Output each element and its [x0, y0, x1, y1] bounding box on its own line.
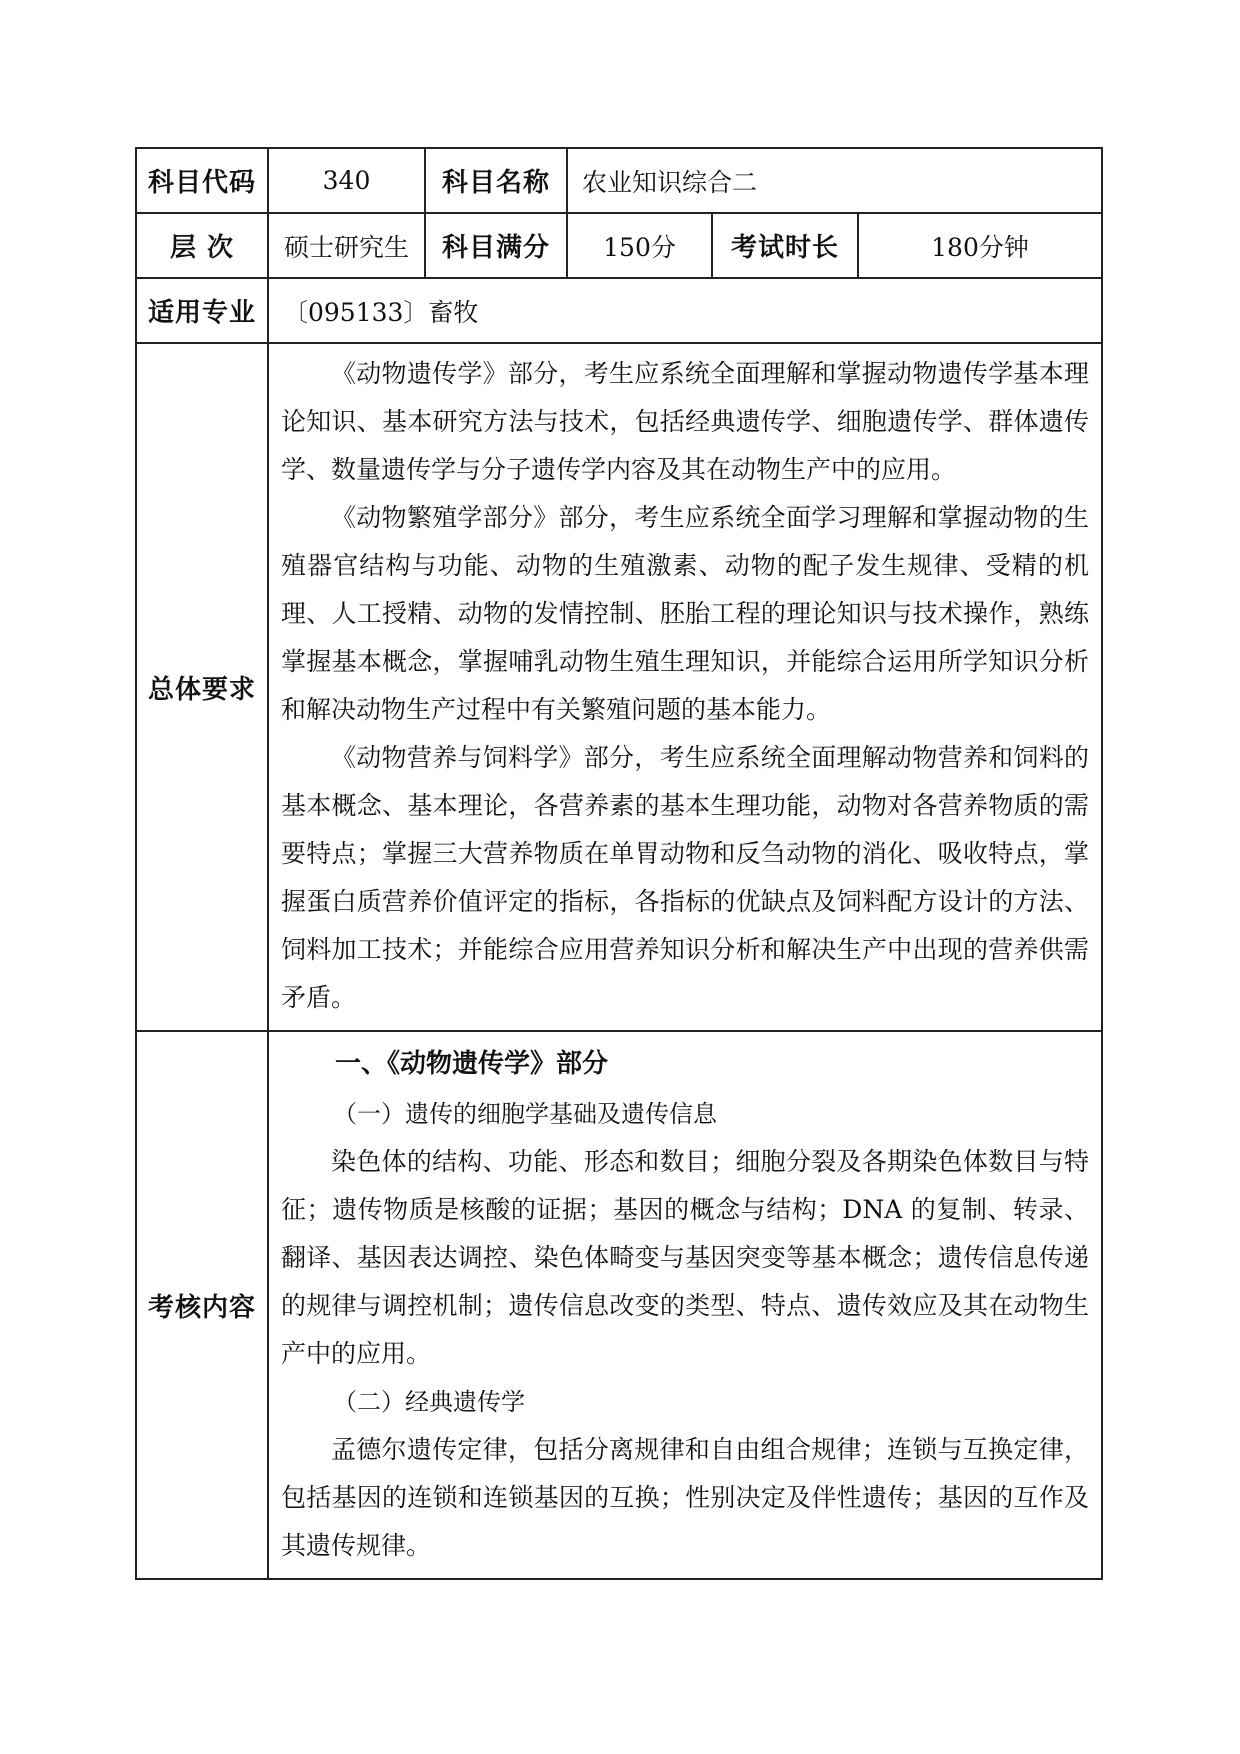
- requirements-label: 总体要求: [136, 343, 268, 1031]
- requirements-body: [268, 343, 1102, 1031]
- level-value: 硕士研究生: [268, 213, 425, 278]
- major-value: 〔095133〕畜牧: [268, 278, 1102, 343]
- subject-row: [136, 148, 1102, 213]
- subsection-cytology-title: （一）遗传的细胞学基础及遗传信息: [333, 1100, 717, 1128]
- subject-name-label: 科目名称: [425, 148, 567, 213]
- exam-duration-label: 考试时长: [712, 213, 858, 278]
- requirements-paragraph-reproduction: 《动物繁殖学部分》部分，考生应系统全面学习理解和掌握动物的生殖器官结构与功能、动物的生殖激素、动物的配子发生规律、受精的机理、人工授精、动物的发情控制、胚胎工程的理论知识与技术操作，熟练掌握基本概念，掌握哺乳动物生殖生理知识，并能综合运用所学知识分析和解决动物生产过程中有关繁殖问题的基本能力。: [281, 503, 1089, 724]
- requirements-paragraph-genetics: 《动物遗传学》部分，考生应系统全面理解和掌握动物遗传学基本理论知识、基本研究方法与技术，包括经典遗传学、细胞遗传学、群体遗传学、数量遗传学与分子遗传学内容及其在动物生产中的应用。: [281, 359, 1089, 484]
- syllabus-table: [135, 147, 1103, 1580]
- subject-name-value: 农业知识综合二: [567, 148, 1102, 213]
- content-body: [268, 1031, 1102, 1579]
- subsection-classical-text: 孟德尔遗传定律，包括分离规律和自由组合规律；连锁与互换定律，包括基因的连锁和连锁基因的互换；性别决定及伴性遗传；基因的互作及其遗传规律。: [281, 1435, 1089, 1560]
- content-label: 考核内容: [136, 1031, 268, 1579]
- full-score-value: 150分: [567, 213, 712, 278]
- level-label: 层 次: [136, 213, 268, 278]
- subsection-cytology-text: 染色体的结构、功能、形态和数目；细胞分裂及各期染色体数目与特征；遗传物质是核酸的证据；基因的概念与结构；DNA 的复制、转录、翻译、基因表达调控、染色体畸变与基因突变等基本概念；遗传信息传递的规律与调控机制；遗传信息改变的类型、特点、遗传效应及其在动物生产中的应用。: [281, 1147, 1089, 1368]
- syllabus-page: [135, 147, 1101, 1580]
- requirements-paragraph-nutrition: 《动物营养与饲料学》部分，考生应系统全面理解动物营养和饲料的基本概念、基本理论，各营养素的基本生理功能，动物对各营养物质的需要特点；掌握三大营养物质在单胃动物和反刍动物的消化、吸收特点，掌握蛋白质营养价值评定的指标，各指标的优缺点及饲料配方设计的方法、饲料加工技术；并能综合应用营养知识分析和解决生产中出现的营养供需矛盾。: [281, 743, 1089, 1012]
- content-row: [136, 1031, 1102, 1579]
- full-score-label: 科目满分: [425, 213, 567, 278]
- major-row: [136, 278, 1102, 343]
- major-label: 适用专业: [136, 278, 268, 343]
- subsection-classical-title: （二）经典遗传学: [333, 1388, 525, 1416]
- requirements-row: [136, 343, 1102, 1031]
- level-row: [136, 213, 1102, 278]
- subject-code-label: 科目代码: [136, 148, 268, 213]
- section-genetics-title: 一、《动物遗传学》部分: [335, 1049, 609, 1079]
- subject-code-value: 340: [268, 148, 425, 213]
- exam-duration-value: 180分钟: [858, 213, 1102, 278]
